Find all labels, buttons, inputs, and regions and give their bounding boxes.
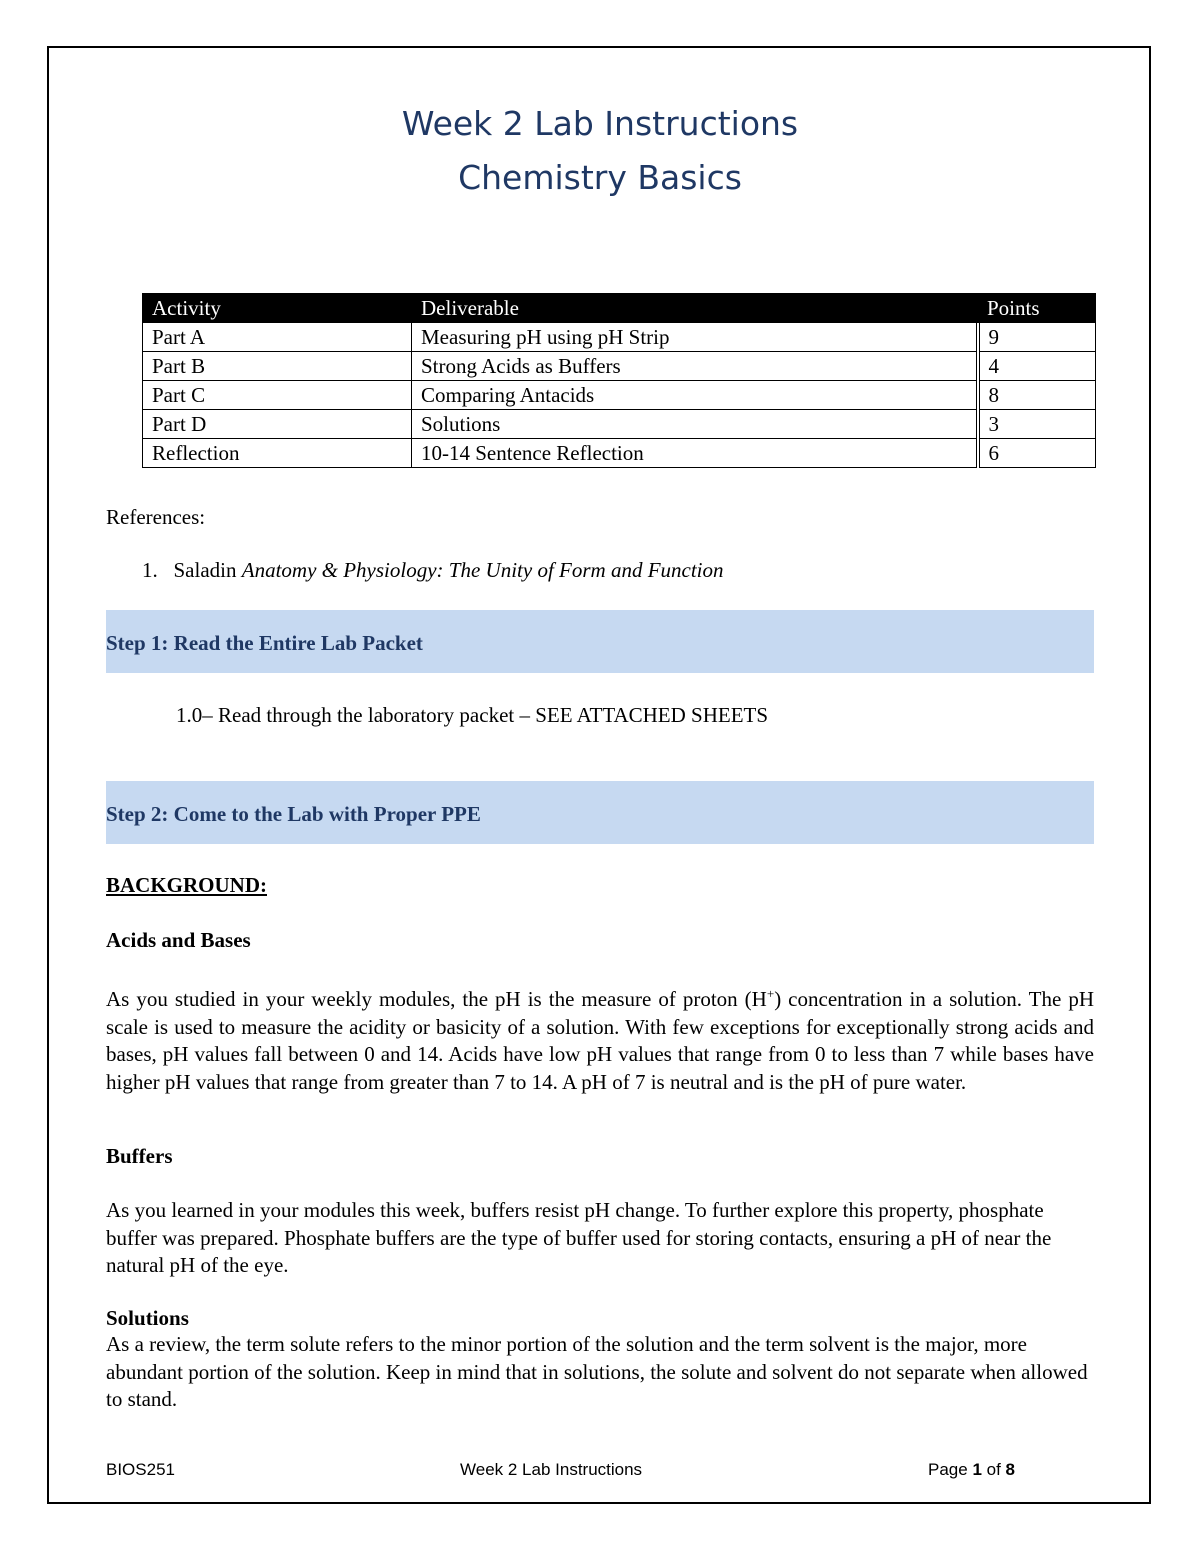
table-cell: 9 [978,323,1096,352]
table-header-cell: Activity [143,294,412,323]
table-row [143,323,1096,352]
table-cell: Part A [143,323,412,352]
footer-page-number [928,1460,1015,1480]
reference-title: Anatomy & Physiology: The Unity of Form and Function [241,558,724,582]
page-border [47,46,1151,1504]
table-cell: 4 [978,352,1096,381]
footer-page-current: 1 [972,1460,982,1479]
reference-author: Saladin [173,558,237,582]
table-header-row [143,294,1096,323]
document-title: Week 2 Lab Instructions [401,104,799,143]
footer-page-of: of [981,1460,1006,1479]
document-subtitle: Chemistry Basics [458,158,742,197]
buffers-heading: Buffers [106,1144,173,1168]
acids-text-start: As you studied in your weekly modules, the pH is the measure of proton (H [106,987,767,1011]
table-cell: Part C [143,381,412,410]
background-heading: BACKGROUND: [106,873,267,897]
buffers-paragraph: As you learned in your modules this week, buffers resist pH change. To further explore this property, phosphate buffer was prepared. Phosphate buffers are the type of buffer used for storing contacts, ensuring a pH of near the natural pH of the eye. [106,1198,1052,1277]
table-row [143,439,1096,468]
acids-paragraph [106,980,1094,1096]
solutions-paragraph: As a review, the term solute refers to the minor portion of the solution and the term solvent is the major, more abundant portion of the solution. Keep in mind that in solutions, the solute and solvent do not separate when allowed to stand. [106,1332,1088,1411]
footer-page-total: 8 [1005,1460,1015,1479]
table-cell: 8 [978,381,1096,410]
footer-title: Week 2 Lab Instructions [460,1460,643,1479]
table-row [143,410,1096,439]
acids-heading: Acids and Bases [106,928,251,952]
table-cell: Comparing Antacids [412,381,978,410]
reference-number: 1. [142,558,158,582]
points-table [142,293,1096,468]
step2-heading: Step 2: Come to the Lab with Proper PPE [106,802,481,826]
references-label: References: [106,505,206,529]
acids-text-end: ) concentration in a solution. The pH scale is used to measure the acidity or basicity of a solution. With few exceptions for exceptionally strong acids and bases, pH values fall between 0 and 14. Acids have low pH values that range from 0 to less than 7 while bases have higher pH values that range from greater than 7 to 14. A pH of 7 is neutral and is the pH of pure water. [106,987,1094,1094]
table-cell: 3 [978,410,1096,439]
footer-course: BIOS251 [106,1460,175,1479]
table-cell: Solutions [412,410,978,439]
table-cell: Measuring pH using pH Strip [412,323,978,352]
table-cell: 10-14 Sentence Reflection [412,439,978,468]
table-row [143,352,1096,381]
table-cell: Reflection [143,439,412,468]
solutions-heading: Solutions [106,1306,189,1330]
step1-heading: Step 1: Read the Entire Lab Packet [106,631,423,655]
table-cell: Part D [143,410,412,439]
footer-page-prefix: Page [928,1460,973,1479]
table-cell: Part B [143,352,412,381]
table-cell: 6 [978,439,1096,468]
table-cell: Strong Acids as Buffers [412,352,978,381]
table-header-cell: Points [978,294,1096,323]
reference-item [142,558,724,583]
table-header-cell: Deliverable [412,294,978,323]
superscript-plus: + [766,986,775,1001]
table-row [143,381,1096,410]
step1-instruction: 1.0– Read through the laboratory packet – SEE ATTACHED SHEETS [176,703,769,727]
